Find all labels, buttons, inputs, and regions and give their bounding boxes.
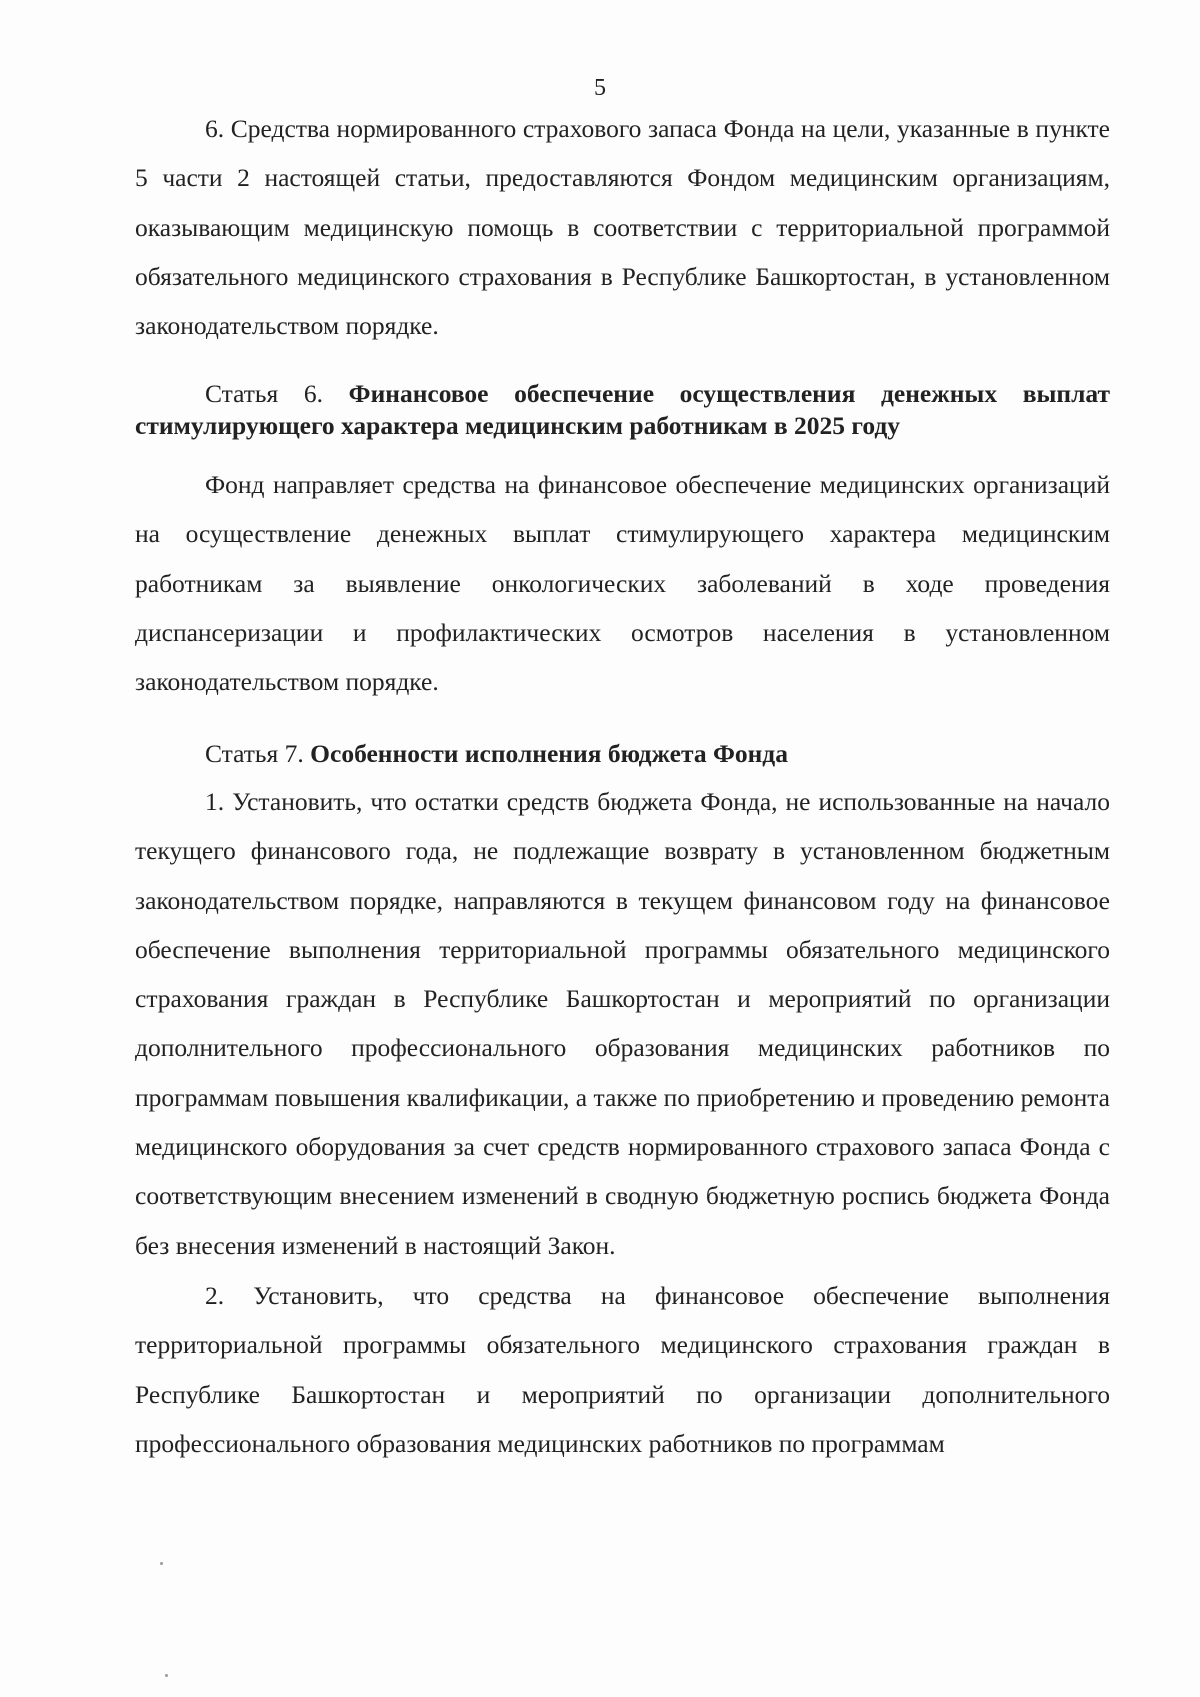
scan-artifact-dot [160, 1562, 163, 1565]
article-7-label: Статья 7. [205, 739, 311, 768]
paragraph-6: 6. Средства нормированного страхового запаса Фонда на цели, указанные в пункте 5 части 2 настоящей статьи, предоставляются Фондом медицинским организациям, оказывающим медицинскую помощь в соответствии с территориальной программой обязательного медицинского страхования в Республике Башкортостан, в установленном законодательством порядке. [135, 114, 1110, 341]
scan-artifact-dot [165, 1674, 168, 1677]
article-7-item-2: 2. Установить, что средства на финансовое обеспечение выполнения территориальной программы обязательного медицинского страхования граждан в Республике Башкортостан и мероприятий по организации дополнительного профессионального образования медицинских работников по программам [135, 1281, 1110, 1458]
article-7-heading [135, 738, 1110, 770]
article-6-title: Финансовое обеспечение осуществления денежных выплат стимулирующего характера медицинским работникам в 2025 году [135, 379, 1110, 440]
article-7-item-1: 1. Установить, что остатки средств бюджета Фонда, не использованные на начало текущего финансового года, не подлежащие возврату в установленном бюджетным законодательством порядке, направляются в текущем финансовом году на финансовое обеспечение выполнения территориальной программы обязательного медицинского страхования граждан в Республике Башкортостан и мероприятий по организации дополнительного профессионального образования медицинских работников по программам повышения квалификации, а также по приобретению и проведению ремонта медицинского оборудования за счет средств нормированного страхового запаса Фонда с соответствующим внесением изменений в сводную бюджетную роспись бюджета Фонда без внесения изменений в настоящий Закон. [135, 787, 1110, 1260]
article-7-title: Особенности исполнения бюджета Фонда [310, 739, 788, 768]
page-number: 5 [594, 75, 606, 101]
article-6-label: Статья 6. [205, 379, 349, 408]
article-6-body: Фонд направляет средства на финансовое обеспечение медицинских организаций на осуществление денежных выплат стимулирующего характера медицинским работникам за выявление онкологических заболеваний в ходе проведения диспансеризации и профилактических осмотров населения в установленном законодательством порядке. [135, 470, 1110, 697]
article-6-heading [135, 378, 1110, 442]
